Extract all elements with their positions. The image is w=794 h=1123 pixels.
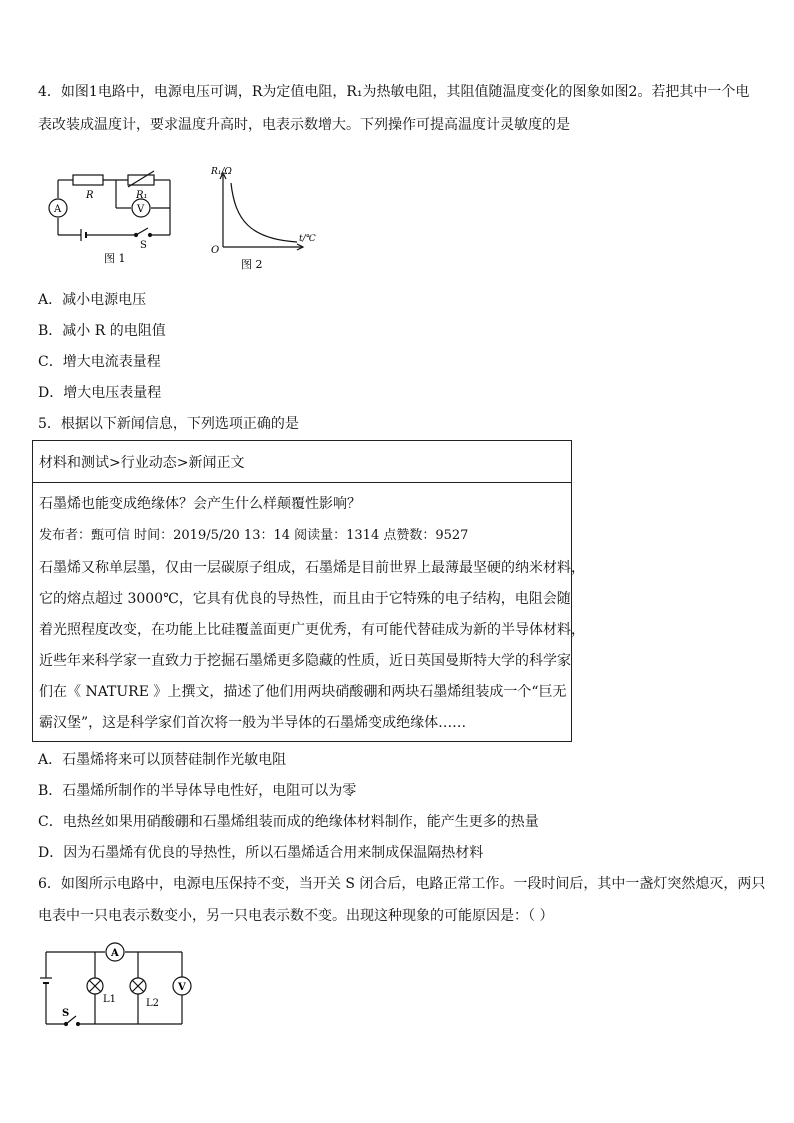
thermistor-r1 <box>128 175 154 185</box>
q5-option-a: A．石墨烯将来可以顶替硅制作光敏电阻 <box>38 752 287 768</box>
fig2-origin: O <box>211 245 220 256</box>
q5-stem: 5．根据以下新闻信息，下列选项正确的是 <box>38 416 299 432</box>
news-title: 石墨烯也能变成绝缘体？会产生什么样颠覆性影响？ <box>39 496 361 512</box>
q6-stem-line1: 6．如图所示电路中，电源电压保持不变，当开关 S 闭合后，电路正常工作。一段时间后，其中一盏灯突然熄灭，两只 <box>38 876 766 892</box>
voltmeter-icon: V <box>178 982 186 993</box>
news-body-line: 们在《 NATURE 》上撰文，描述了他们用两块硝酸硼和两块石墨烯组装成一个“巨无 <box>39 684 567 700</box>
news-article-box <box>32 440 585 742</box>
fig1-label-r1: R₁ <box>136 190 148 201</box>
news-body-line: 石墨烯又称单层墨，仅由一层碳原子组成，石墨烯是目前世界上最薄最坚硬的纳米材料， <box>39 560 585 576</box>
q4-option-b: B．减小 R 的电阻值 <box>38 323 166 339</box>
q4-option-a: A．减小电源电压 <box>38 292 147 308</box>
q4-figure1-circuit <box>48 165 188 270</box>
news-meta: 发布者：甄可信 时间：2019/5/20 13：14 阅读量：1314 点赞数：9527 <box>39 528 469 543</box>
news-body-line: 霸汉堡”，这是科学家们首次将一般为半导体的石墨烯变成绝缘体…… <box>39 715 467 731</box>
ammeter-icon: A <box>111 948 119 959</box>
q4-stem-line2: 表改装成温度计，要求温度升高时，电表示数增大。下列操作可提高温度计灵敏度的是 <box>38 117 570 133</box>
news-breadcrumb-bar <box>33 441 571 483</box>
resistor-r <box>73 175 103 185</box>
q4-figure2-graph <box>205 165 325 275</box>
fig2-y-label: R₁/Ω <box>211 167 232 177</box>
r1-temperature-curve <box>231 183 297 242</box>
lamp-l1-label: L1 <box>103 994 117 1005</box>
switch-s-label: S <box>62 1008 70 1019</box>
news-breadcrumb: 材料和测试>行业动态>新闻正文 <box>39 455 245 471</box>
q5-option-c: C．电热丝如果用硝酸硼和石墨烯组装而成的绝缘体材料制作，能产生更多的热量 <box>38 814 539 830</box>
fig1-caption: 图 1 <box>104 252 126 265</box>
q4-stem-line1: 4．如图1电路中，电源电压可调，R为定值电阻，R₁为热敏电阻，其阻值随温度变化的图象如图2。若把其中一个电 <box>38 84 750 100</box>
q5-option-b: B．石墨烯所制作的半导体导电性好，电阻可以为零 <box>38 783 357 799</box>
news-body-line: 它的熔点超过 3000℃，它具有优良的导热性，而且由于它特殊的电子结构，电阻会随 <box>39 591 571 607</box>
voltmeter-icon: V <box>137 204 145 215</box>
fig1-label-s: S <box>140 240 147 251</box>
q4-option-d: D．增大电压表量程 <box>38 385 162 401</box>
q4-option-c: C．增大电流表量程 <box>38 354 161 370</box>
fig2-x-label: t/℃ <box>299 234 316 244</box>
fig1-label-r: R <box>86 190 94 201</box>
q5-option-d: D．因为石墨烯有优良的导热性，所以石墨烯适合用来制成保温隔热材料 <box>38 845 484 861</box>
q6-figure-circuit <box>40 940 205 1035</box>
fig2-caption: 图 2 <box>241 258 263 271</box>
news-body-line: 着光照程度改变，在功能上比硅覆盖面更广更优秀，有可能代替硅成为新的半导体材料， <box>39 622 585 638</box>
lamp-l2-label: L2 <box>146 998 160 1009</box>
news-body-line: 近些年来科学家一直致力于挖掘石墨烯更多隐藏的性质，近日英国曼斯特大学的科学家 <box>39 653 571 669</box>
ammeter-icon: A <box>54 204 62 215</box>
q6-stem-line2: 电表中一只电表示数变小，另一只电表示数不变。出现这种现象的可能原因是：（ ） <box>38 908 554 924</box>
